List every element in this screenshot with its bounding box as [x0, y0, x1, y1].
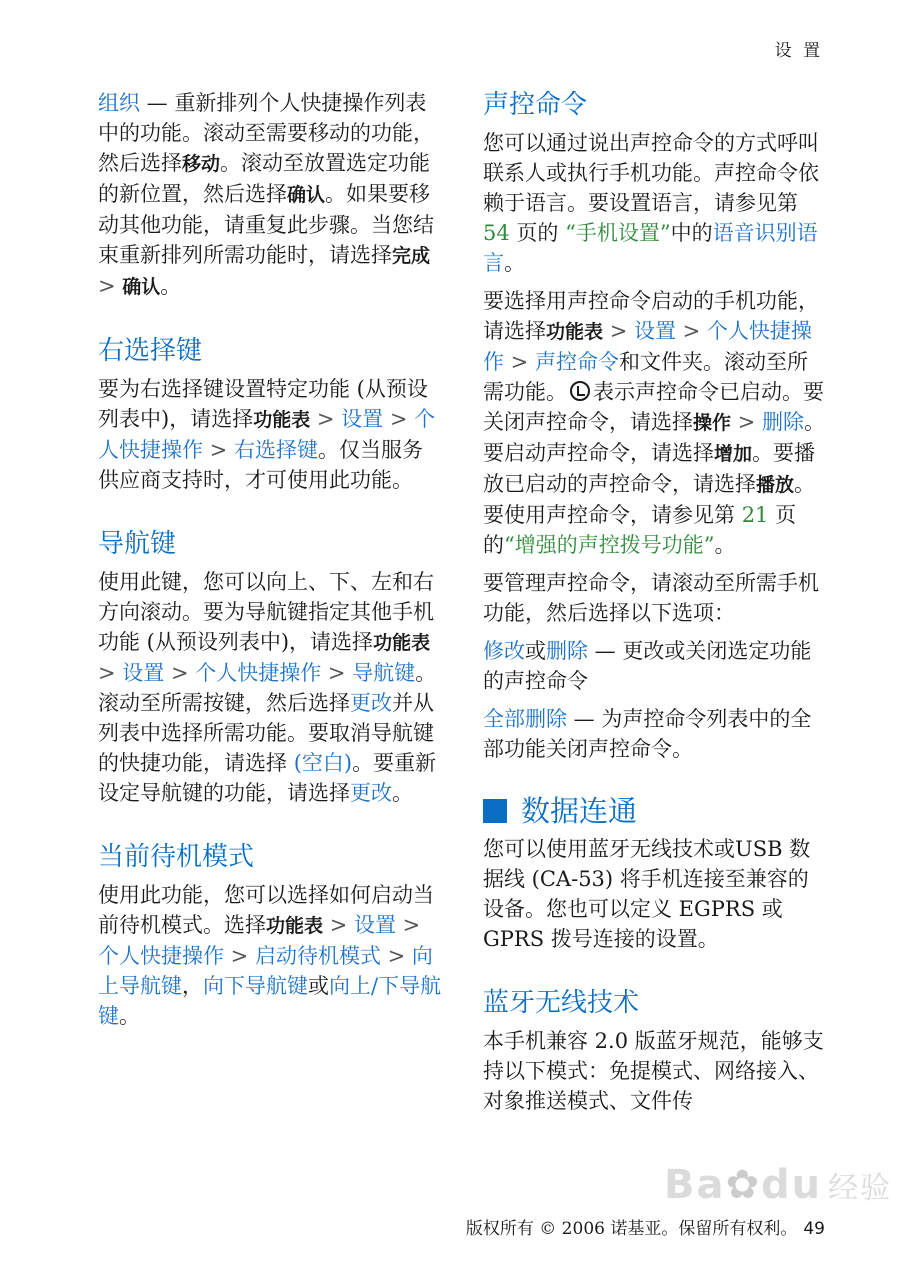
link-nav-up[interactable]: 向上导航键: [98, 944, 433, 998]
link-activate-standby[interactable]: 启动待机模式: [254, 944, 381, 968]
delete-all-option: 全部删除 — 为声控命令列表中的全部功能关闭声控命令。: [483, 707, 812, 761]
link-delete-all[interactable]: 全部删除: [483, 707, 567, 731]
page-number: 49: [803, 1219, 825, 1239]
heading-current-standby: 当前待机模式: [98, 842, 255, 872]
standby-paragraph: 使用此功能，您可以选择如何启动当前待机模式。选择功能表 > 设置 > 个人快捷操作 > 启动待机模式 > 向上导航键，向下导航键或向上/下导航键。: [98, 883, 442, 1028]
link-settings[interactable]: 设置: [633, 319, 676, 343]
link-personal-shortcuts[interactable]: 个人快捷操作: [98, 407, 436, 462]
voice-command-icon: [570, 381, 590, 401]
link-delete-option[interactable]: 删除: [546, 639, 588, 663]
link-nav-up-down[interactable]: 向上/下导航键: [98, 974, 442, 1028]
link-settings[interactable]: 设置: [122, 661, 165, 685]
bold-done: 完成: [392, 245, 431, 267]
link-organize[interactable]: 组织: [98, 91, 140, 115]
voice-select-paragraph: 要选择用声控命令启动的手机功能，请选择功能表 > 设置 > 个人快捷操作 > 声控命令和文件夹。滚动至所需功能。 表示声控命令已启动。要关闭声控命令，请选择操作 > 删除。要启动声控命令，请选择增加。要播放已启动的声控命令，请选择播放。要使用声控命令，请参见第 21 页的“增强的声控拨号功能”。: [483, 289, 825, 557]
voice-manage-paragraph: 要管理声控命令，请滚动至所需手机功能，然后选择以下选项：: [483, 571, 819, 625]
page-ref-54[interactable]: 54: [483, 221, 510, 245]
link-modify[interactable]: 修改: [483, 639, 525, 663]
voice-intro-paragraph: 您可以通过说出声控命令的方式呼叫联系人或执行手机功能。声控命令依赖于语言。要设置语言，请参见第 54 页的 “手机设置”中的语音识别语言。: [483, 131, 819, 275]
heading-voice-commands: 声控命令: [483, 90, 588, 120]
copyright-text: 版权所有 © 2006 诺基亚。保留所有权利。: [465, 1219, 798, 1239]
link-personal-shortcuts[interactable]: 个人快捷操作: [98, 944, 224, 968]
left-column: [98, 88, 443, 1039]
ref-phone-settings[interactable]: “手机设置”: [565, 221, 671, 245]
link-voice-commands[interactable]: 声控命令: [534, 350, 619, 374]
nav-key-paragraph: 使用此键，您可以向上、下、左和右方向滚动。要为导航键指定其他手机功能 (从预设列表中)，请选择功能表 > 设置 > 个人快捷操作 > 导航键。滚动至所需按键，然后选择更改并从列表中选择所需功能。要取消导航键的快捷功能，请选择 (空白)。要重新设定导航键的功能，请选择更改。: [98, 570, 437, 805]
heading-bluetooth: 蓝牙无线技术: [483, 988, 640, 1018]
page-footer: [466, 1214, 825, 1239]
running-header: 设 置: [774, 41, 823, 61]
link-personal-shortcuts[interactable]: 个人快捷操作: [195, 661, 322, 685]
heading-navigation-key: 导航键: [98, 529, 177, 559]
link-personal-shortcuts[interactable]: 个人快捷操作: [483, 319, 812, 374]
data-connectivity-paragraph: 您可以使用蓝牙无线技术或USB 数据线 (CA-53) 将手机连接至兼容的设备。您也可以定义 EGPRS 或 GPRS 拨号连接的设置。: [483, 837, 811, 951]
link-right-selection-key[interactable]: 右选择键: [233, 438, 318, 462]
link-navigation-key[interactable]: 导航键: [352, 661, 416, 685]
bluetooth-paragraph: 本手机兼容 2.0 版蓝牙规范，能够支持以下模式：免提模式、网络接入、对象推送模式、文件传: [483, 1029, 824, 1113]
link-settings[interactable]: 设置: [353, 913, 396, 937]
link-change-2[interactable]: 更改: [350, 781, 392, 805]
paw-icon: ✿: [725, 1162, 761, 1208]
baidu-watermark: Ba✿du 经验: [664, 1162, 893, 1208]
right-column: [483, 88, 828, 1124]
ref-enhanced-voice-dial[interactable]: “增强的声控拨号功能”: [504, 533, 715, 557]
link-nav-down[interactable]: 向下导航键: [203, 974, 308, 998]
heading-right-selection-key: 右选择键: [98, 336, 203, 366]
link-blank[interactable]: (空白): [293, 751, 353, 775]
section-square-icon: [483, 799, 507, 823]
modify-delete-option: 修改或删除 — 更改或关闭选定功能的声控命令: [483, 639, 812, 693]
organize-paragraph: 组织 — 重新排列个人快捷操作列表中的功能。滚动至需要移动的功能，然后选择移动。滚动至放置选定功能的新位置，然后选择确认。如果要移动其他功能，请重复此步骤。当您结束重新排列所需功能时，请选择完成 > 确认。: [98, 91, 434, 298]
page-ref-21[interactable]: 21: [741, 503, 769, 527]
bold-confirm: 确认: [287, 184, 326, 206]
heading-data-connectivity: 数据连通: [483, 794, 828, 828]
bold-confirm-2: 确认: [122, 276, 161, 298]
right-key-paragraph: 要为右选择键设置特定功能 (从预设列表中)，请选择功能表 > 设置 > 个人快捷操作 > 右选择键。仅当服务供应商支持时，才可使用此功能。: [98, 377, 436, 492]
link-delete[interactable]: 删除: [761, 410, 804, 434]
link-settings[interactable]: 设置: [341, 407, 384, 431]
link-change[interactable]: 更改: [350, 691, 392, 715]
bold-move: 移动: [182, 153, 221, 175]
link-recognition-language[interactable]: 语音识别语言: [483, 221, 818, 275]
